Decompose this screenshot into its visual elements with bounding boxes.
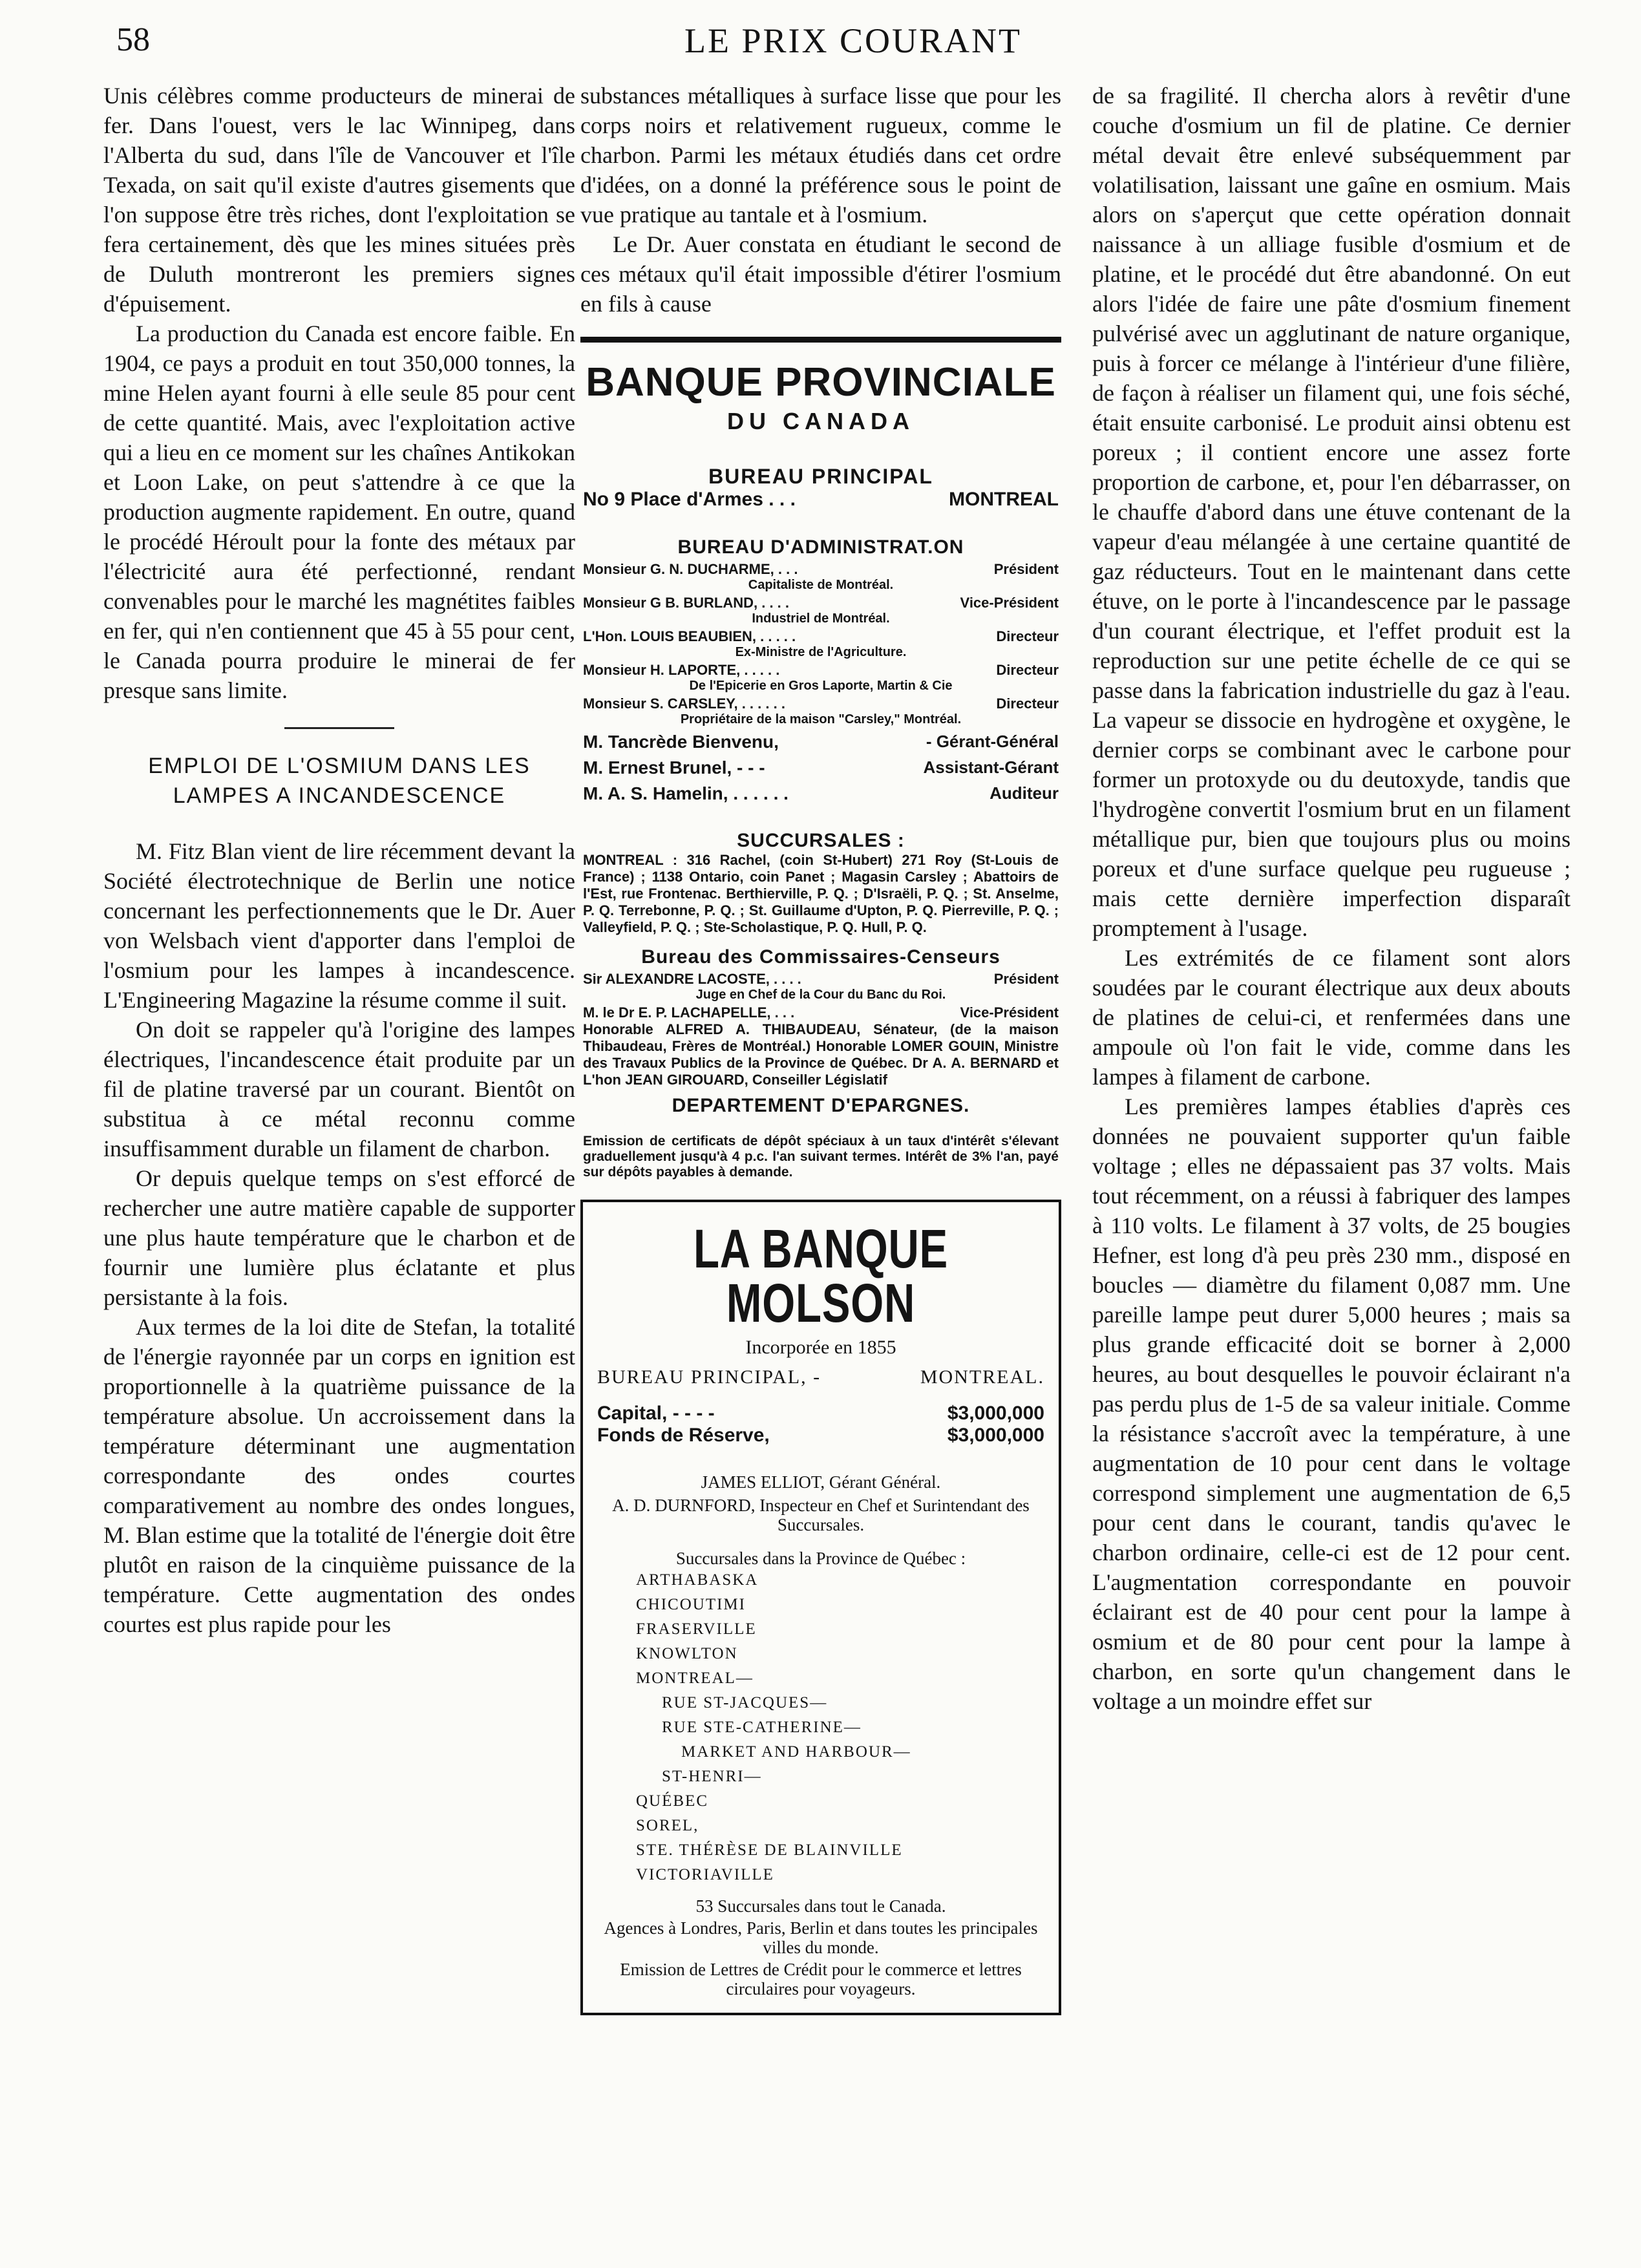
officer-name: Monsieur G. N. DUCHARME, . . . [583, 561, 798, 577]
staff-role: Auditeur [990, 783, 1059, 803]
montreal-branch-item: RUE STE-CATHERINE— [662, 1719, 862, 1736]
branch-item: VICTORIAVILLE [636, 1866, 774, 1883]
bank-address [583, 489, 1059, 511]
bureau-principal [597, 1366, 1044, 1388]
capital-value: $3,000,000 [947, 1403, 1044, 1424]
reserve-row [597, 1425, 1044, 1447]
censeurs-list: Honorable ALFRED A. THIBAUDEAU, Sénateur, (de la maison Thibaudeau, Frères de Montréal.) Honorable LOMER GOUIN, Ministre des Travaux Publics de la Province de Québec. Dr A. A. BERNARD et L'hon JEAN GIROUARD, Conseiller Législatif [583, 1021, 1059, 1088]
officer-note: Ex-Ministre de l'Agriculture. [735, 645, 907, 659]
middle-column [580, 81, 1061, 2015]
epargnes-header: DEPARTEMENT D'EPARGNES. [672, 1095, 970, 1116]
paragraph: Les premières lampes établies d'après ces données ne pouvaient supporter qu'un faible voltage ; elles ne dépassaient pas 37 volts. Mais tout récemment, on a réussi à fabriquer des lampes à 110 volts. Le filament à 37 volts, de 25 bougies Hefner, est long d'à peu près 230 mm., disposé en boucles — diamètre du filament 0,087 mm. Une pareille lampe peut durer 5,000 heures ; mais sa plus grande efficacité doit se borner à 2,000 heures, au bout desquelles le pouvoir éclairant n'a pas perdu plus de 1-5 de sa valeur initiale. Comme la résistance s'accroît avec la température, à une augmentation de 10 pour cent dans le voltage correspond simplement une augmentation de 6,5 pour cent dans le courant, tandis qu'avec le charbon ordinaire, celle-ci est de 12 pour cent. L'augmentation correspondante en pouvoir éclairant est de 40 pour cent pour la lampe à osmium et de 80 pour cent pour la lampe à charbon, en sorte qu'un changement dans le voltage a un moindre effet sur [1092, 1094, 1571, 1714]
paragraph: On doit se rappeler qu'à l'origine des lampes électriques, l'incandescence était produite par un fil de platine traversé par un courant. Bientôt on substitua à ce métal reconnu comme insuffisamment durable un filament de charbon. [103, 1017, 575, 1161]
paragraph: M. Fitz Blan vient de lire récemment devant la Société électrotechnique de Berlin une notice concernant les perfectionnements que le Dr. Auer von Welsbach vient d'apporter dans l'emploi de l'osmium pour les lampes à incandescence. L'Engineering Magazine la résume comme il suit. [103, 838, 575, 1013]
staff-entry [583, 758, 1059, 778]
banque-provinciale-ad [580, 359, 1061, 1180]
officer-note: Capitaliste de Montréal. [748, 578, 894, 592]
staff-name: M. Tancrède Bienvenu, [583, 732, 779, 752]
ad-divider [580, 337, 1061, 343]
staff-role: Assistant-Gérant [923, 758, 1059, 777]
banque-molson-ad [580, 1200, 1061, 2015]
journal-title: LE PRIX COURANT [684, 21, 1022, 60]
officer-entry [583, 628, 1059, 659]
general-manager: JAMES ELLIOT, Gérant Général. [701, 1472, 941, 1492]
censeur-entry [583, 971, 1059, 1002]
officer-role: Président [993, 561, 1059, 577]
letters-of-credit-note: Emission de Lettres de Crédit pour le commerce et lettres circulaires pour voyageurs. [620, 1960, 1022, 1998]
incorporation-note: Incorporée en 1855 [745, 1337, 896, 1358]
epargnes-text: Emission de certificats de dépôt spéciaux à un taux d'intérêt s'élevant graduellement jusqu'à 4 p.c. l'an suivant termes. Intérêt de 3% l'an, payé sur dépôts payables à demande. [583, 1134, 1059, 1180]
officer-note: Propriétaire de la maison "Carsley," Montréal. [680, 712, 962, 726]
officer-name: Monsieur H. LAPORTE, . . . . . [583, 662, 780, 678]
officer-entry [583, 561, 1059, 592]
branch-item: MONTREAL— [636, 1669, 754, 1687]
censeurs-header: Bureau des Commissaires-Censeurs [641, 946, 1000, 968]
bank-name: LA BANQUE MOLSON [693, 1218, 949, 1333]
chief-inspector: A. D. DURNFORD, Inspecteur en Chef et Surintendant des Succursales. [612, 1496, 1030, 1534]
capital-row [597, 1403, 1044, 1425]
branch-item: ARTHABASKA [636, 1571, 759, 1589]
bank-name: BANQUE PROVINCIALE [586, 360, 1056, 405]
officer-name: L'Hon. LOUIS BEAUBIEN, . . . . . [583, 628, 796, 644]
paragraph: de sa fragilité. Il chercha alors à revêtir d'une couche d'osmium un fil de platine. Ce dernier métal devait être enlevé subséquemment par volatilisation, laissant une gaîne en osmium. Mais alors on s'aperçut que cette opération donnait naissance à un alliage fusible d'osmium et de platine, et le procédé dut être abandonné. On eut alors l'idée de faire une pâte d'osmium finement pulvérisé avec un agglutinant de nature organique, puis à forcer ce mélange à l'intérieur d'une filière, de façon à réaliser un filament qui, une fois séché, était ensuite carbonisé. Le produit ainsi obtenu est poreux ; il contient encore une assez forte proportion de carbone, et, pour l'en débarrasser, on le chauffe d'abord dans une étuve contenant de la vapeur d'eau mélangée à une certaine quantité de gaz réducteurs. Tout en le maintenant dans cette étuve, on le porte à l'incandescence par le passage d'un courant électrique, et l'effet produit est la reproduction sur une petite échelle de ce qui se passe dans la fabrication industrielle du gaz à l'eau. La vapeur se dissocie en hydrogène et oxygène, le dernier corps se combinant avec le carbone pour former un protoxyde ou du deutoxyde, tandis que l'hydrogène convertit l'osmium brut en un filament métallique pur, bien que toujours plus ou moins poreux et d'une surface quelque peu rugueuse ; mais cette dernière imperfection disparaît promptement à l'usage. [1092, 83, 1571, 941]
branches-intro: Succursales dans la Province de Québec : [675, 1549, 966, 1568]
right-column [1092, 81, 1571, 1716]
montreal-branch-item: RUE ST-JACQUES— [662, 1694, 828, 1712]
paragraph: Aux termes de la loi dite de Stefan, la totalité de l'énergie rayonnée par un corps en ignition est proportionnelle à la quatrième puissance de la température absolue. Un accroissement dans la température déterminant une augmentation correspondante des ondes courtes comparativement au nombre des ondes longues, M. Blan estime que la totalité de l'énergie doit être plutôt en raison de la cinquième puissance de la température. Cette augmentation des ondes courtes est plus rapide pour les [103, 1314, 575, 1637]
reserve-label: Fonds de Réserve, [597, 1425, 770, 1446]
branch-item: CHICOUTIMI [636, 1596, 746, 1613]
officer-role: Directeur [996, 662, 1059, 678]
address-street: No 9 Place d'Armes . . . [583, 489, 796, 510]
address-city: MONTREAL [949, 489, 1059, 510]
branch-count: 53 Succursales dans tout le Canada. [695, 1896, 946, 1916]
staff-entry [583, 732, 1059, 752]
censeur-role: Vice-Président [960, 1004, 1059, 1021]
admin-header: BUREAU D'ADMINISTRAT.ON [677, 536, 964, 558]
censeur-note: Juge en Chef de la Cour du Banc du Roi. [695, 988, 946, 1002]
paragraph: Les extrémités de ce filament sont alors soudées par le courant électrique aux deux abouts de platines de celui-ci, et renfermées dans une ampoule où l'on fait le vide, comme dans les lampes à filament de carbone. [1092, 945, 1571, 1090]
paragraph: substances métalliques à surface lisse que pour les corps noirs et relativement rugueux, comme le charbon. Parmi les métaux étudiés dans cet ordre d'idées, on a donné la préférence sous le point de vue pratique au tantale et à l'osmium. [580, 83, 1061, 228]
bureau-label: BUREAU PRINCIPAL, - [597, 1366, 821, 1388]
left-column [103, 81, 575, 1639]
paragraph: Unis célèbres comme producteurs de minerai de fer. Dans l'ouest, vers le lac Winnipeg, dans l'Alberta du sud, dans l'île de Vancouver et l'île Texada, on sait qu'il existe d'autres gisements que l'on suppose être très riches, dont l'exploitation se fera certainement, dès que les mines situées près de Duluth montreront les premiers signes d'épuisement. [103, 83, 575, 317]
paragraph: Or depuis quelque temps on s'est efforcé de rechercher une autre matière capable de supporter une plus haute température que le charbon et de fournir une lumière plus éclatante et plus persistante à la fois. [103, 1165, 575, 1310]
censeur-role: Président [993, 971, 1059, 987]
bureau-principal: BUREAU PRINCIPAL [708, 465, 933, 488]
section-divider [284, 727, 394, 729]
paragraph: La production du Canada est encore faible. En 1904, ce pays a produit en tout 350,000 tonnes, la mine Helen ayant fourni à elle seule 85 pour cent de cette quantité. Mais, avec l'exploitation active qui a lieu en ce moment sur les chaînes Antikokan et Loon Lake, on peut s'attendre à ce que la production augmente rapidement. En outre, quand le procédé Héroult pour la fonte des métaux par l'électricité aura été perfectionné, rendant convenables pour le marché les magnétites faibles en fer, qui n'en contiennent que 45 à 55 pour cent, le Canada pourra produire le minerai de fer presque sans limite. [103, 321, 575, 703]
officer-entry [583, 662, 1059, 693]
montreal-branch-item: MARKET AND HARBOUR— [681, 1743, 911, 1761]
branch-item: SOREL, [636, 1817, 699, 1834]
censeur-entry [583, 1004, 1059, 1021]
staff-name: M. A. S. Hamelin, . . . . . . [583, 783, 789, 803]
branch-item: STE. THÉRÈSE DE BLAINVILLE [636, 1841, 903, 1859]
bureau-city: MONTREAL. [920, 1366, 1044, 1388]
agencies-note: Agences à Londres, Paris, Berlin et dans toutes les principales villes du monde. [604, 1918, 1038, 1957]
reserve-value: $3,000,000 [947, 1425, 1044, 1446]
staff-entry [583, 783, 1059, 804]
article-title: EMPLOI DE L'OSMIUM DANS LES LAMPES A INCANDESCENCE [148, 754, 531, 808]
officer-name: Monsieur S. CARSLEY, . . . . . . [583, 695, 785, 712]
bank-subname: DU CANADA [727, 408, 915, 434]
branch-item: FRASERVILLE [636, 1620, 757, 1638]
branch-item: KNOWLTON [636, 1645, 738, 1662]
paragraph: Le Dr. Auer constata en étudiant le second de ces métaux qu'il était impossible d'étirer l'osmium en fils à cause [580, 231, 1061, 317]
succursales-list: MONTREAL : 316 Rachel, (coin St-Hubert) 271 Roy (St-Louis de France) ; 1138 Ontario, coin Panet ; Magasin Carsley ; Abattoirs de l'Est, rue Frontenac. Berthierville, P. Q. ; D'Israëli, P. Q. ; St. Anselme, P. Q. Terrebonne, P. Q. ; St. Guillaume d'Upton, P. Q. Pierreville, P. Q. ; Valleyfield, P. Q. ; Ste-Scholastique, P. Q. Hull, P. Q. [583, 852, 1059, 935]
branch-item: QUÉBEC [636, 1792, 708, 1810]
montreal-branch-item: ST-HENRI— [662, 1768, 762, 1785]
staff-name: M. Ernest Brunel, - - - [583, 758, 765, 778]
officer-role: Directeur [996, 695, 1059, 712]
staff-role: - Gérant-Général [926, 732, 1059, 751]
censeur-name: Sir ALEXANDRE LACOSTE, . . . . [583, 971, 801, 987]
officer-entry [583, 695, 1059, 726]
officer-role: Directeur [996, 628, 1059, 644]
officer-entry [583, 595, 1059, 626]
officer-name: Monsieur G B. BURLAND, . . . . [583, 595, 790, 611]
officer-note: Industriel de Montréal. [752, 611, 890, 626]
capital-label: Capital, - - - - [597, 1403, 715, 1424]
page-number: 58 [116, 21, 150, 58]
officer-note: De l'Epicerie en Gros Laporte, Martin & Cie [689, 679, 953, 693]
officer-role: Vice-Président [960, 595, 1059, 611]
succursales-header: SUCCURSALES : [737, 830, 905, 851]
page-header [103, 17, 1603, 69]
censeur-name: M. le Dr E. P. LACHAPELLE, . . . [583, 1004, 795, 1021]
